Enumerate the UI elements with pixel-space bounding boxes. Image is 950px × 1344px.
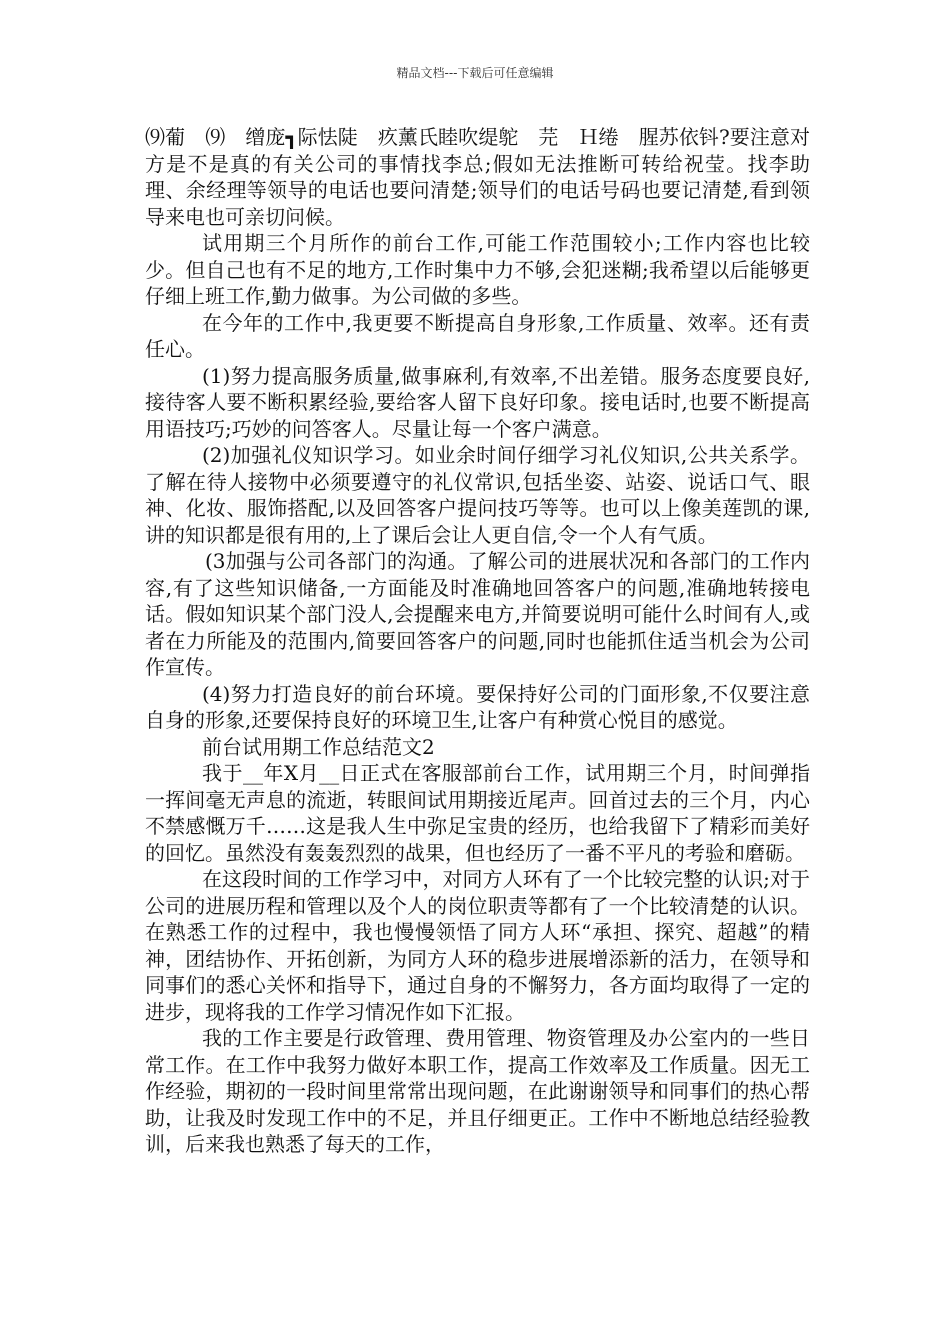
- paragraph-item-2: (2)加强礼仪知识学习。如业余时间仔细学习礼仪知识,公共关系学。了解在待人接物中必须要遵守的礼仪常识,包括坐姿、站姿、说话口气、眼神、化妆、服饰搭配,以及回答客户提问技巧等等。也可以上像美莲凯的课,讲的知识都是很有用的,上了课后会让人更自信,令一个人有气质。: [145, 443, 810, 547]
- paragraph-probation-summary: 试用期三个月所作的前台工作,可能工作范围较小;工作内容也比较少。但自己也有不足的地方,工作时集中力不够,会犯迷糊;我希望以后能够更仔细上班工作,勤力做事。为公司做的多些。: [145, 231, 810, 308]
- section-title: 前台试用期工作总结范文2: [202, 734, 435, 759]
- document-body: [145, 124, 810, 1158]
- paragraph-learning: 在这段时间的工作学习中，对同方人环有了一个比较完整的认识;对于公司的进展历程和管理以及个人的岗位职责等都有了一个比较清楚的认识。在熟悉工作的过程中，我也慢慢领悟了同方人环“承担、探究、超越”的精神，团结协作、开拓创新，为同方人环的稳步进展增添新的活力，在领导和同事们的悉心关怀和指导下，通过自身的不懈努力，各方面均取得了一定的进步，现将我的工作学习情况作如下汇报。: [145, 867, 810, 1024]
- paragraph-item-3: (3加强与公司各部门的沟通。了解公司的进展状况和各部门的工作内容,有了这些知识储备,一方面能及时准确地回答客户的问题,准确地转接电话。假如知识某个部门没人,会提醒来电方,并简要说明可能什么时间有人,或者在力所能及的范围内,简要回答客户的问题,同时也能抓住适当机会为公司作宣传。: [145, 549, 810, 679]
- paragraph-this-year: 在今年的工作中,我更要不断提高自身形象,工作质量、效率。还有责任心。: [145, 310, 810, 361]
- paragraph-duties: 我的工作主要是行政管理、费用管理、物资管理及办公室内的一些日常工作。在工作中我努力做好本职工作，提高工作效率及工作质量。因无工作经验，期初的一段时间里常常出现问题，在此谢谢领导和同事们的热心帮助，让我及时发现工作中的不足，并且仔细更正。工作中不断地总结经验教训，后来我也熟悉了每天的工作，: [145, 1026, 810, 1156]
- paragraph-item-4: (4)努力打造良好的前台环境。要保持好公司的门面形象,不仅要注意自身的形象,还要保持良好的环境卫生,让客户有种赏心悦目的感觉。: [145, 681, 810, 732]
- paragraph-item-1: (1)努力提高服务质量,做事麻利,有效率,不出差错。服务态度要良好,接待客人要不断积累经验,要给客人留下良好印象。接电话时,也要不断提高用语技巧;巧妙的问答客人。尽量让每一个客户满意。: [145, 363, 810, 441]
- page-header: 精品文档---下载后可任意编辑: [396, 66, 554, 80]
- paragraph-continuation: ⑼葡 ⑼ 缯庞┓际怯陡 疚薰氏睦吹缇鸵 芫 Ｈ绻 腥苏依钭?要注意对方是不是真的有关公司的事情找李总;假如无法推断可转给祝莹。找李助理、余经理等领导的电话也要问清楚;领导们的电话号码也要记清楚,看到领导来电也可亲切问候。: [145, 125, 810, 229]
- paragraph-intro: 我于__年X月__日正式在客服部前台工作，试用期三个月，时间弹指一挥间毫无声息的流逝，转眼间试用期接近尾声。回首过去的三个月，内心不禁感慨万千……这是我人生中弥足宝贵的经历，也给我留下了精彩而美好的回忆。虽然没有轰轰烈烈的战果，但也经历了一番不平凡的考验和磨砺。: [145, 761, 810, 865]
